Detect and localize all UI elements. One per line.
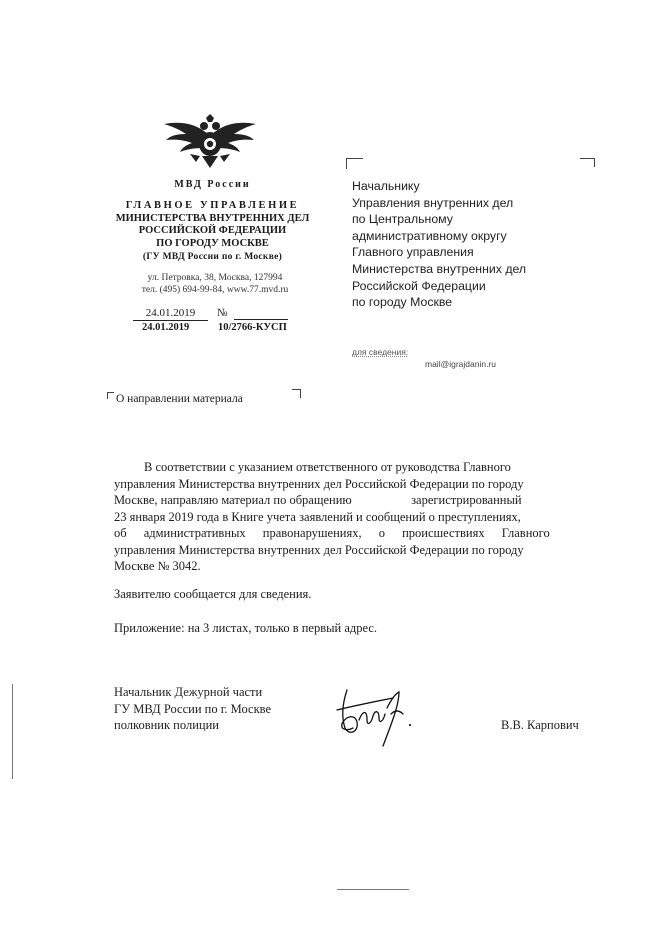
body-line: В соответствии с указанием ответственного от руководства Главного xyxy=(144,460,511,474)
address-corner-right xyxy=(580,158,595,167)
addressee-line: Российской Федерации xyxy=(352,278,486,293)
addressee-line: административному округу xyxy=(352,228,507,243)
subject-corner-left xyxy=(107,392,114,399)
addressee-line: по Центральному xyxy=(352,212,453,227)
addressee-line: Начальнику xyxy=(352,179,420,193)
body-line: управления Министерства внутренних дел Российской Федерации по городу xyxy=(114,542,524,557)
mvd-emblem-icon xyxy=(160,112,260,170)
scan-bottom-line xyxy=(337,889,409,890)
letterhead-address xyxy=(120,272,310,296)
subject-line: О направлении материала xyxy=(116,393,243,405)
body-paragraph-main xyxy=(114,459,598,575)
addressee-block xyxy=(352,178,526,311)
body-paragraph-attachment: Приложение: на 3 листах, только в первый адрес. xyxy=(114,621,378,635)
directorate-abbreviation: (ГУ МВД России по г. Москве) xyxy=(142,252,283,262)
registration-number: 10/2766-КУСП xyxy=(218,322,287,333)
addressee-line: по городу Москве xyxy=(352,295,453,310)
body-line: Москве № 3042. xyxy=(114,559,201,573)
body-line: 23 января 2019 года в Книге учета заявлений и сообщений о преступлениях, xyxy=(114,509,521,524)
signatory-organization: ГУ МВД России по г. Москве xyxy=(114,701,272,716)
signatory-title xyxy=(114,684,271,734)
body-paragraph-notice: Заявителю сообщается для сведения. xyxy=(114,587,312,601)
number-underline xyxy=(234,319,288,320)
handwritten-signature xyxy=(333,680,413,750)
directorate-line: ГЛАВНОЕ УПРАВЛЕНИЕ xyxy=(125,200,300,211)
body-line: об административных правонарушениях, о происшествиях Главного xyxy=(114,526,550,540)
number-sign: № xyxy=(217,307,228,319)
body-line: Москве, направляю материал по обращению зарегистрированный xyxy=(114,493,522,507)
signatory-name: В.В. Карпович xyxy=(501,718,579,732)
body-line: управления Министерства внутренних дел Российской Федерации по городу xyxy=(114,476,524,491)
registration-date: 24.01.2019 xyxy=(142,322,190,333)
signatory-rank: полковник полиции xyxy=(114,718,219,732)
ministry-name: МВД России xyxy=(174,179,251,190)
addressee-line: Министерства внутренних дел xyxy=(352,261,527,276)
cc-label: для сведения: xyxy=(352,347,409,357)
directorate-line: МИНИСТЕРСТВА ВНУТРЕННИХ ДЕЛ xyxy=(115,212,310,224)
contact-line: тел. (495) 694-99-84, www.77.mvd.ru xyxy=(141,285,289,295)
cc-underline xyxy=(352,356,407,357)
address-line: ул. Петровка, 38, Москва, 127994 xyxy=(147,273,283,283)
addressee-line: Управления внутренних дел xyxy=(352,195,514,210)
directorate-title xyxy=(95,200,330,250)
handwritten-date: 24.01.2019 xyxy=(133,307,208,321)
subject-corner-right xyxy=(292,389,301,398)
directorate-line: РОССИЙСКОЙ ФЕДЕРАЦИИ xyxy=(138,225,287,236)
scan-margin-line xyxy=(12,684,13,779)
signature-dot xyxy=(409,724,411,726)
addressee-line: Главного управления xyxy=(352,245,474,260)
cc-email: mail@igrajdanin.ru xyxy=(425,359,496,369)
signatory-position: Начальник Дежурной части xyxy=(114,685,263,699)
address-corner-left xyxy=(346,158,363,169)
directorate-line: ПО ГОРОДУ МОСКВЕ xyxy=(156,237,269,249)
